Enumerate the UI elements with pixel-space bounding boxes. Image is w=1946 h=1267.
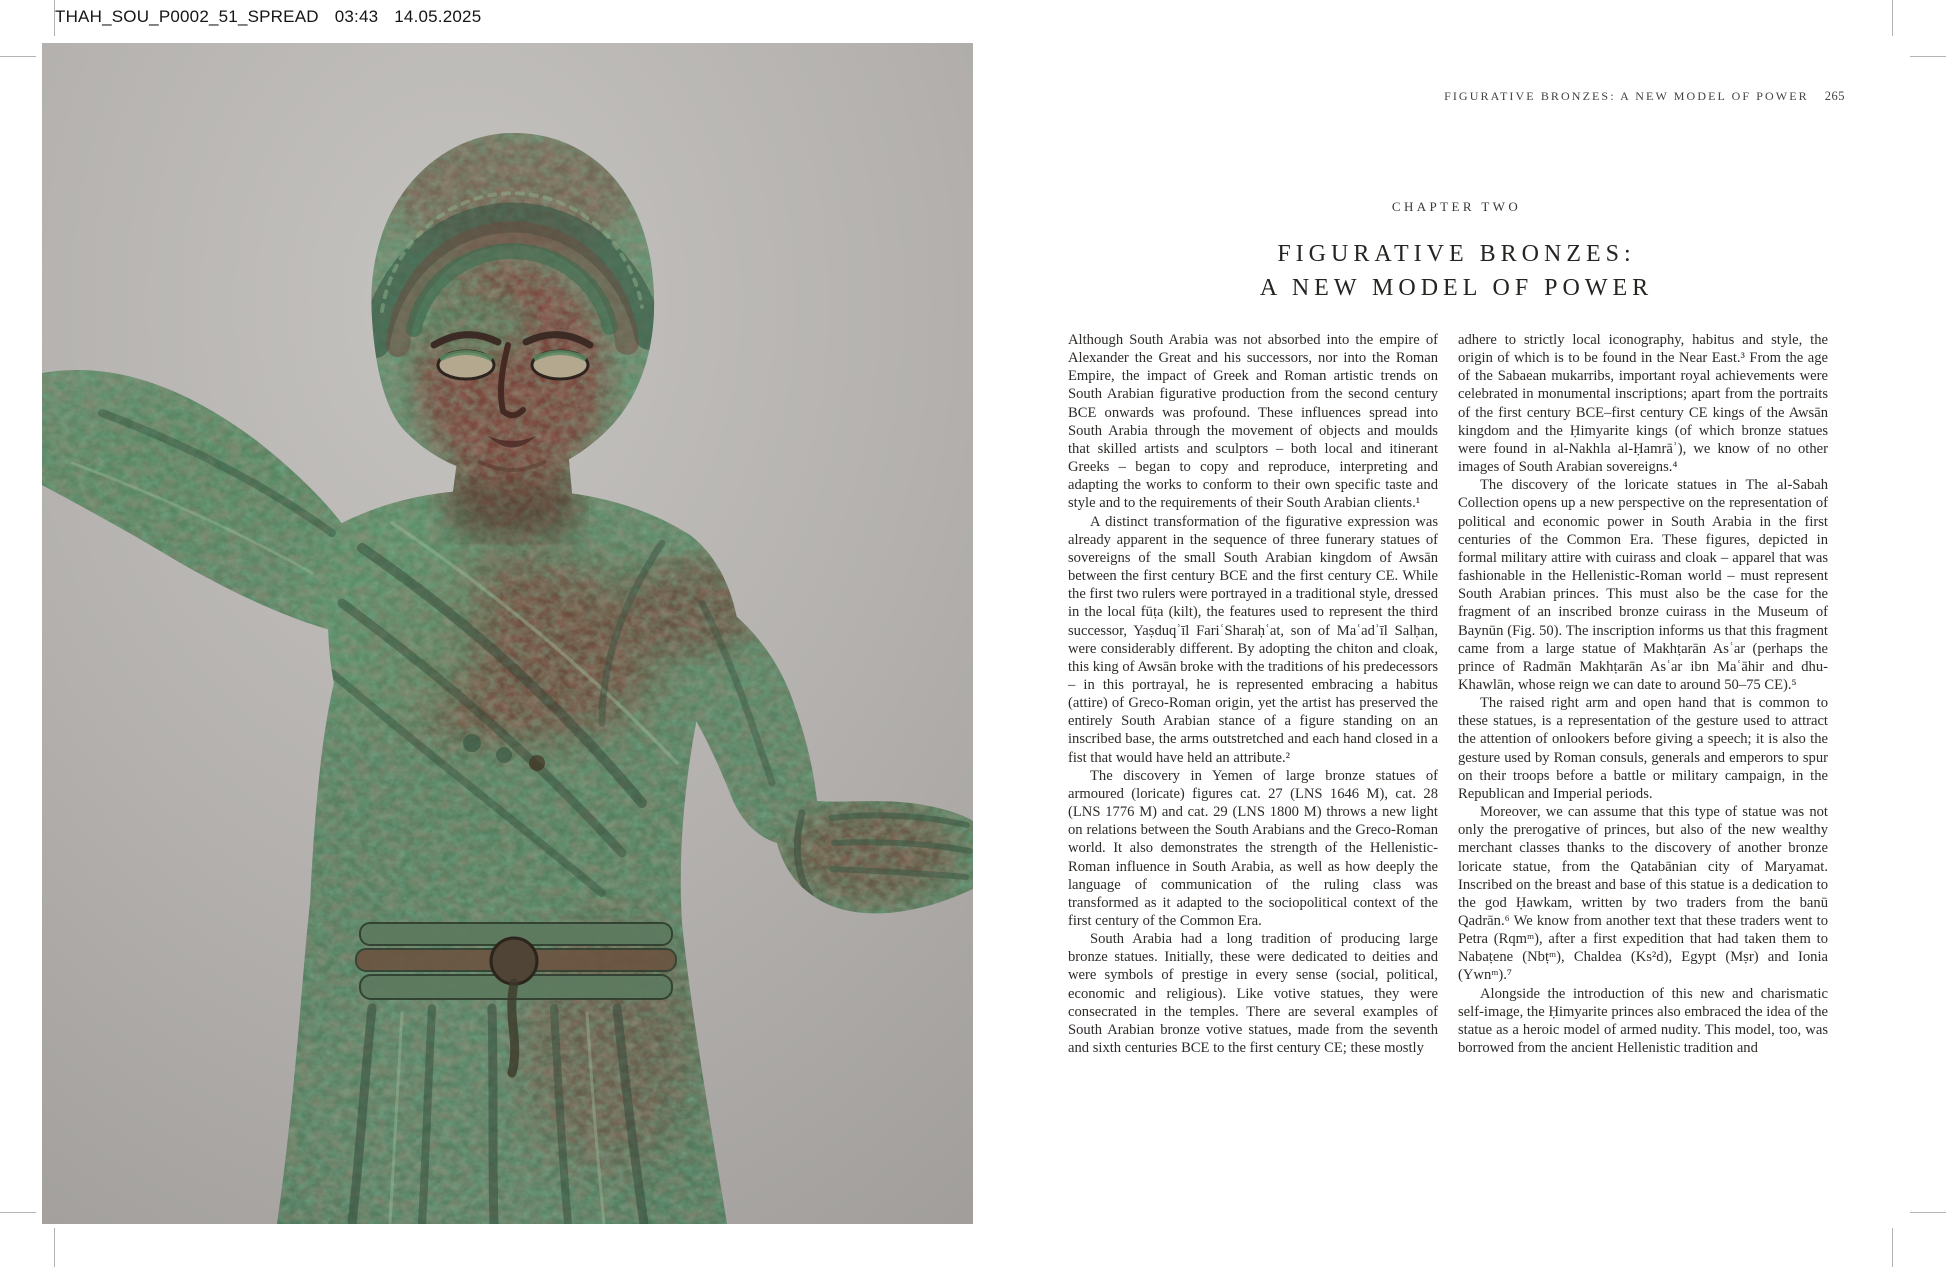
crop-mark <box>1892 1228 1893 1267</box>
chapter-title-line1: FIGURATIVE BRONZES: <box>1277 241 1636 267</box>
paragraph: The raised right arm and open hand that is common to these statues, is a representation of the gesture used to attract the attention of onlookers before giving a speech; it is also the gesture used by Roman consuls, generals and emperors to spur on their troops before a battle or military campaign, in the Republican and Imperial periods. <box>1458 695 1828 802</box>
body-column-left <box>1068 331 1438 1057</box>
chapter-title <box>1068 237 1845 305</box>
crop-mark <box>1910 1212 1946 1213</box>
statue-illustration <box>42 43 973 1224</box>
chapter-title-line2: A NEW MODEL OF POWER <box>1259 275 1654 301</box>
paragraph: Moreover, we can assume that this type of statue was not only the prerogative of princes, but also of the new wealthy merchant classes thanks to the discovery of another bronze loricate statue, from the Qatabānian city of Maryamat. Inscribed on the breast and base of this statue is a dedication to the god Ḥawkam, written by two traders from the banū Qadrān.⁶ We know from another text that these traders went to Petra (Rqmᵐ), after a first expedition that had taken them to Nabaṭene (Nbṭᵐ), Chaldea (Ks²d), Egypt (Mṣr) and Ionia (Ywnᵐ).⁷ <box>1458 804 1828 984</box>
text-page <box>973 43 1905 1224</box>
statue-photo <box>42 43 973 1224</box>
running-head-title: FIGURATIVE BRONZES: A NEW MODEL OF POWER <box>1444 89 1809 103</box>
proof-time: 03:43 <box>334 7 379 26</box>
paragraph: South Arabia had a long tradition of producing large bronze statues. Initially, these were dedicated to deities and were symbols of prestige in every sense (social, political, economic and religious). Like votive statues, they were consecrated in the temples. There are several examples of South Arabian bronze votive statues, made from the seventh and sixth centuries BCE to the first century CE; these mostly <box>1068 931 1438 1057</box>
crop-mark <box>54 1228 55 1267</box>
paragraph: Although South Arabia was not absorbed into the empire of Alexander the Great and his successors, nor into the Roman Empire, the impact of Greek and Roman artistic trends on South Arabian figurative production from the second century BCE onwards was profound. These influences spread into South Arabia through the movement of objects and moulds that skilled artists and sculptors – both local and itinerant Greeks – began to copy and reproduce, interpreting and adapting the works to conform to their own specific taste and style and to the requirements of their South Arabian clients.¹ <box>1068 332 1438 512</box>
crop-mark <box>1892 0 1893 36</box>
paragraph: Alongside the introduction of this new and charismatic self-image, the Ḥimyarite princes also embraced the idea of the statue as a heroic model of armed nudity. This model, too, was borrowed from the ancient Hellenistic tradition and <box>1458 985 1828 1057</box>
crop-mark <box>0 1212 36 1213</box>
proof-slug <box>55 7 497 27</box>
paragraph: The discovery in Yemen of large bronze statues of armoured (loricate) figures cat. 27 (LNS 1646 M), cat. 28 (LNS 1776 M) and cat. 29 (LNS 1800 M) throws a new light on relations between the South Arabians and the Greco-Roman world. It also demonstrates the strength of the Hellenistic-Roman influence in South Arabia, as well as how deeply the language of communication of the ruling class was transformed as it adapted to the sociopolitical context of the first century of the Common Era. <box>1068 767 1438 929</box>
paragraph: The discovery of the loricate statues in The al-Sabah Collection opens up a new perspective on the representation of political and economic power in South Arabia in the first centuries of the Common Era. These figures, depicted in formal military attire with cuirass and cloak – apparel that was fashionable in the Hellenistic-Roman world – must represent South Arabian princes. This must also be the case for the fragment of an inscribed bronze cuirass in the Museum of Baynūn (Fig. 50). The inscription informs us that this fragment came from a large statue of Makhṭarān Asʿar (perhaps the prince of Radmān Makhṭarān Asʿar ibn Maʿāhir and dhu-Khawlān, whose reign we can date to around 50–75 CE).⁵ <box>1458 477 1828 693</box>
proof-filename: THAH_SOU_P0002_51_SPREAD <box>55 7 319 26</box>
paragraph: A distinct transformation of the figurative expression was already apparent in the sequence of three funerary statues of sovereigns of the small South Arabian kingdom of Awsān between the first century BCE and the first century CE. While the first two rulers were portrayed in a traditional style, dressed in the local fūṭa (kilt), the features used to represent the third successor, Yaṣduqʾīl FariʿSharaḥʿat, son of Maʿadʾīl Salḥan, were considerably different. By adopting the chiton and cloak, this king of Awsān broke with the traditions of his predecessors – in this portrayal, he is represented embracing a habitus (attire) of Greco-Roman origin, yet the artist has preserved the entirely South Arabian stance of a figure standing on an inscribed base, the arms outstretched and each hand closed in a fist that would have held an attribute.² <box>1068 513 1438 766</box>
proof-date: 14.05.2025 <box>394 7 482 26</box>
crop-mark <box>0 56 36 57</box>
chapter-kicker: CHAPTER TWO <box>1391 199 1522 214</box>
body-column-right <box>1458 331 1828 1057</box>
crop-mark <box>1910 56 1946 57</box>
running-head <box>1444 89 1845 104</box>
crop-mark <box>54 0 55 36</box>
page-number: 265 <box>1824 89 1845 103</box>
paragraph: adhere to strictly local iconography, habitus and style, the origin of which is to be found in the Near East.³ From the age of the Sabaean mukarribs, important royal achievements were celebrated in monumental inscriptions; apart from the portraits of the first century BCE–first century CE kings of the Awsān kingdom and the Ḥimyarite kings (of which bronze statues were found in al-Nakhla al-Ḥamrāʾ), we know of no other images of South Arabian sovereigns.⁴ <box>1458 332 1828 476</box>
